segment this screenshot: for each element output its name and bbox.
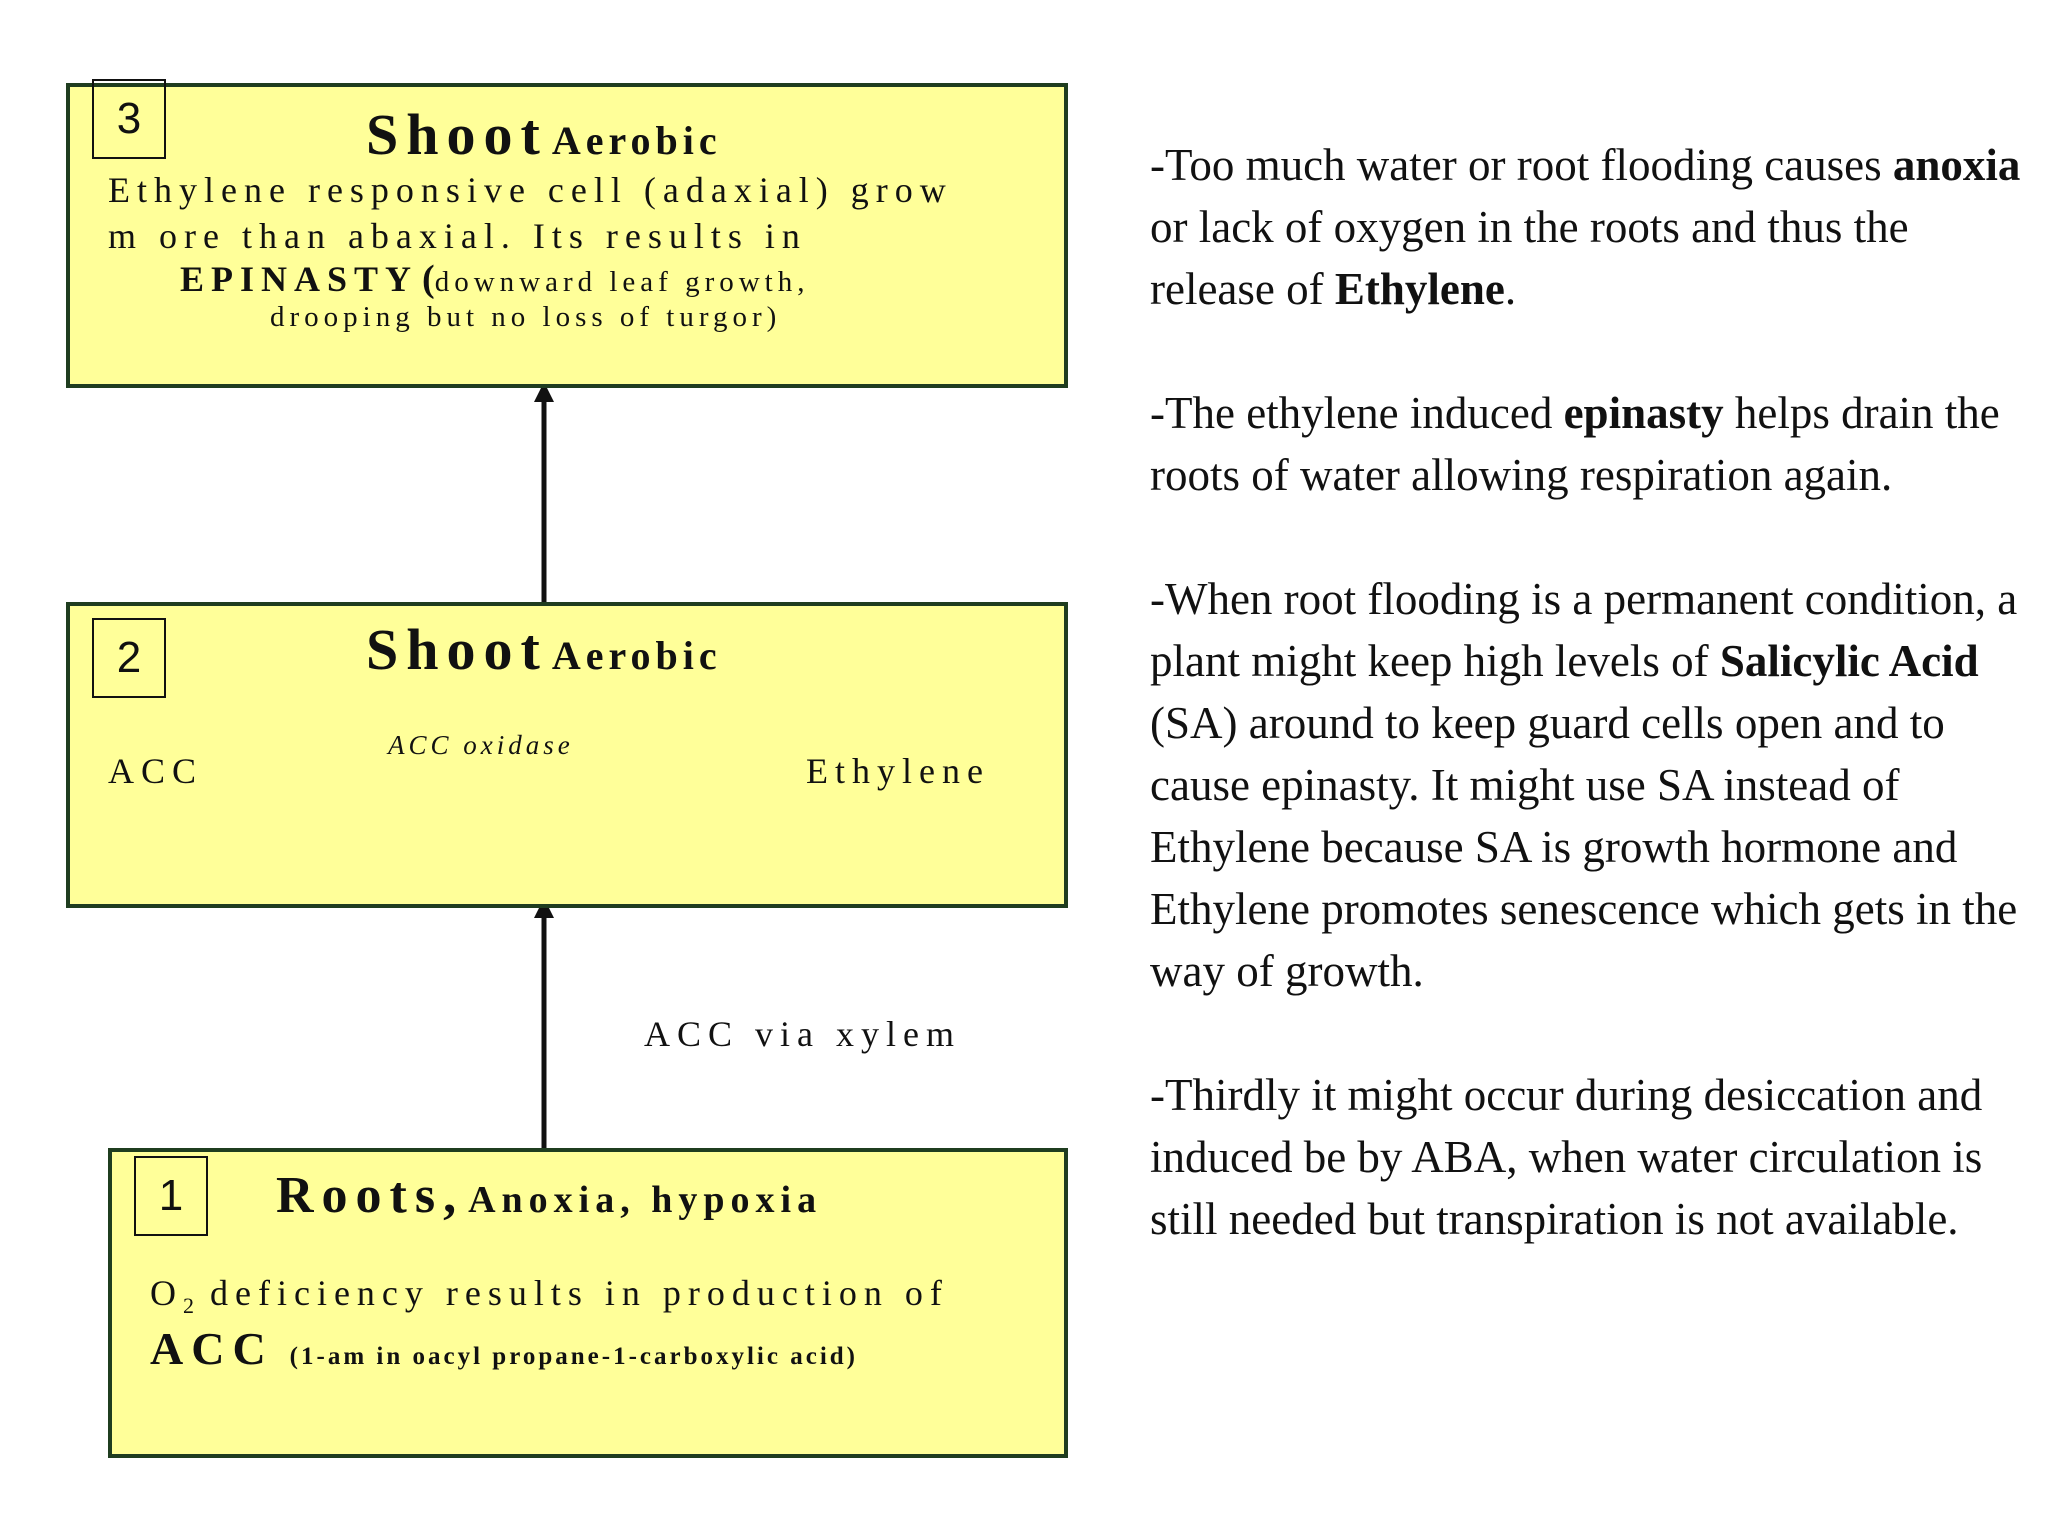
o2-symbol: O xyxy=(150,1273,183,1313)
step-number-1: 1 xyxy=(134,1156,208,1236)
box3-paren-open: ( xyxy=(422,258,435,300)
box2-title-sub: Aerobic xyxy=(551,633,722,678)
transport-label: ACC via xylem xyxy=(644,1014,961,1054)
paragraph-text: -Too much water or root flooding causes xyxy=(1150,140,1893,190)
box3-line3 xyxy=(180,257,809,301)
paragraph-text: helps drain the roots of water allowing respiration again. xyxy=(1150,388,2000,500)
step-number-2: 2 xyxy=(92,618,166,698)
paragraph-text: -Thirdly it might occur during desiccation and induced be by ABA, when water circulation is still needed but transpiration is not available. xyxy=(1150,1070,1983,1244)
box3-line1: Ethylene responsive cell (adaxial) grow xyxy=(108,170,953,210)
paragraph-text: . xyxy=(1504,264,1517,314)
enzyme-label: ACC oxidase xyxy=(388,730,574,760)
acc-full-name: (1-am in oacyl propane-1-carboxylic acid) xyxy=(289,1343,858,1370)
paragraph-text: or lack of oxygen in the roots and thus the release of xyxy=(1150,202,1909,314)
acc-term: ACC xyxy=(150,1323,274,1374)
box3-line4: drooping but no loss of turgor) xyxy=(270,301,782,333)
key-term: Salicylic Acid xyxy=(1719,636,1979,686)
explanation-paragraph-3 xyxy=(1150,568,2030,1002)
o2-subscript: 2 xyxy=(183,1293,194,1319)
box1-line1 xyxy=(150,1272,949,1319)
paragraph-text: -When root flooding is a permanent condition, a plant might keep high levels of xyxy=(1150,574,2018,686)
epinasty-term: EPINASTY xyxy=(180,259,419,299)
box1-title-sub: Anoxia, hypoxia xyxy=(468,1179,823,1221)
explanation-paragraph-4 xyxy=(1150,1064,2030,1250)
key-term: epinasty xyxy=(1563,388,1724,438)
paragraph-text: -The ethylene induced xyxy=(1150,388,1564,438)
box3-line2: m ore than abaxial. Its results in xyxy=(108,216,807,256)
box-roots-anoxia xyxy=(108,1148,1068,1458)
box1-line2 xyxy=(150,1322,858,1375)
acc-label: ACC xyxy=(108,751,204,791)
box-shoot-epinasty xyxy=(66,83,1068,388)
box1-title-main: Roots, xyxy=(276,1167,465,1224)
box3-line3-rest: downward leaf growth, xyxy=(434,266,810,298)
box1-line1-text: deficiency results in production of xyxy=(210,1273,949,1313)
step-number-3: 3 xyxy=(92,79,166,159)
box2-title-main: Shoot xyxy=(366,617,548,682)
key-term: anoxia xyxy=(1892,140,2021,190)
box3-title-main: Shoot xyxy=(366,102,548,167)
box3-title-sub: Aerobic xyxy=(551,118,722,163)
paragraph-text: (SA) around to keep guard cells open and to cause epinasty. It might use SA instead of Ethylene because SA is growth hormone and Ethylene promotes senescence which gets in the way of growth. xyxy=(1150,698,2018,996)
explanation-text xyxy=(1150,134,2030,1312)
ethylene-label: Ethylene xyxy=(806,751,990,791)
box-shoot-acc-oxidase xyxy=(66,602,1068,908)
box3-title xyxy=(366,101,722,168)
explanation-paragraph-1 xyxy=(1150,134,2030,320)
explanation-paragraph-2 xyxy=(1150,382,2030,506)
key-term: Ethylene xyxy=(1334,264,1505,314)
box1-title xyxy=(276,1166,822,1225)
box2-title xyxy=(366,616,722,683)
